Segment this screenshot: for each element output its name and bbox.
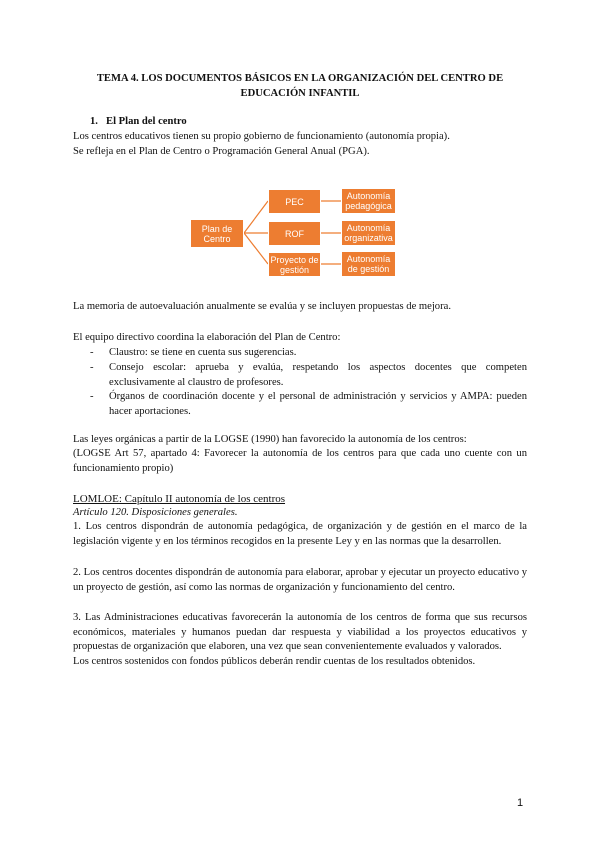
lomloe-point-3-continued: Los centros sostenidos con fondos públicos deberán rendir cuentas de los resultados obtenidos.: [73, 656, 476, 667]
diagram-leaf-organizativa: [341, 220, 396, 246]
list-bullet: -: [90, 347, 94, 358]
diagram-leaf-pedagogica: [341, 188, 396, 214]
diagram-leaf-gestion: [341, 251, 396, 277]
diagram-branch-pec: [268, 189, 321, 214]
branch-label-gestion: Proyecto de gestión: [270, 254, 319, 275]
equipo-intro: El equipo directivo coordina la elaboración del Plan de Centro:: [73, 332, 341, 343]
list-item-organos: Órganos de coordinación docente y el personal de administración y servicios y AMPA: pueden hacer aportaciones.: [109, 391, 527, 417]
connector-root-gestion: [244, 233, 268, 264]
section-paragraph-1: Los centros educativos tienen su propio gobierno de funcionamiento (autonomía propia).: [73, 131, 450, 142]
leaf-label-pedagogica: Autonomía pedagógica: [345, 191, 392, 211]
diagram-root-label: Plan de Centro: [201, 223, 233, 244]
list-bullet: -: [90, 362, 94, 373]
lomloe-article: Artículo 120. Disposiciones generales.: [73, 507, 238, 518]
connector-root-pec: [244, 201, 268, 233]
section-heading: El Plan del centro: [106, 116, 187, 127]
branch-label-pec: PEC: [285, 196, 304, 207]
leyes-paragraph-2: (LOGSE Art 57, apartado 4: Favorecer la autonomía de los centros para que cada uno cuente con un funcionamiento propio): [73, 448, 527, 474]
title-line-2: EDUCACIÓN INFANTIL: [240, 87, 360, 99]
diagram-branch-rof: [268, 221, 321, 246]
list-item-consejo: Consejo escolar: aprueba y evalúa, respetando los aspectos docentes que competen exclusivamente al claustro de profesores.: [109, 362, 527, 388]
leaf-label-organizativa: Autonomía organizativa: [344, 223, 393, 243]
branch-label-rof: ROF: [285, 228, 304, 239]
diagram-root-box: [190, 219, 244, 248]
diagram-branch-gestion: [268, 252, 321, 277]
section-paragraph-2: Se refleja en el Plan de Centro o Programación General Anual (PGA).: [73, 146, 370, 157]
title-line-1: TEMA 4. LOS DOCUMENTOS BÁSICOS EN LA ORGANIZACIÓN DEL CENTRO DE: [96, 73, 504, 84]
memoria-paragraph: La memoria de autoevaluación anualmente se evalúa y se incluyen propuestas de mejora.: [73, 301, 451, 312]
list-bullet: -: [90, 391, 94, 402]
leyes-paragraph-1: Las leyes orgánicas a partir de la LOGSE (1990) han favorecido la autonomía de los centros:: [73, 434, 467, 445]
section-number: 1.: [90, 116, 98, 127]
page-number: 1: [517, 797, 524, 809]
lomloe-point-2: 2. Los centros docentes dispondrán de autonomía para elaborar, aprobar y ejecutar un proyecto educativo y un proyecto de gestión, así como las normas de organización y funcionamiento del centro.: [73, 567, 527, 593]
lomloe-point-3: 3. Las Administraciones educativas favorecerán la autonomía de los centros de forma que sus recursos económicos, materiales y humanos puedan dar respuesta y viabilidad a los proyectos educativos y propuestas de organización que elaboren, una vez que sean convenientemente evaluados y valorados.: [73, 612, 527, 652]
leaf-label-gestion: Autonomía de gestión: [346, 254, 391, 274]
list-item-claustro: Claustro: se tiene en cuenta sus sugerencias.: [109, 347, 297, 358]
lomloe-heading: LOMLOE: Capítulo II autonomía de los centros: [73, 493, 286, 505]
lomloe-point-1: 1. Los centros dispondrán de autonomía pedagógica, de organización y de gestión en el marco de la legislación vigente y en los términos recogidos en la presente Ley y en las normas que la desarrollen.: [73, 521, 527, 547]
